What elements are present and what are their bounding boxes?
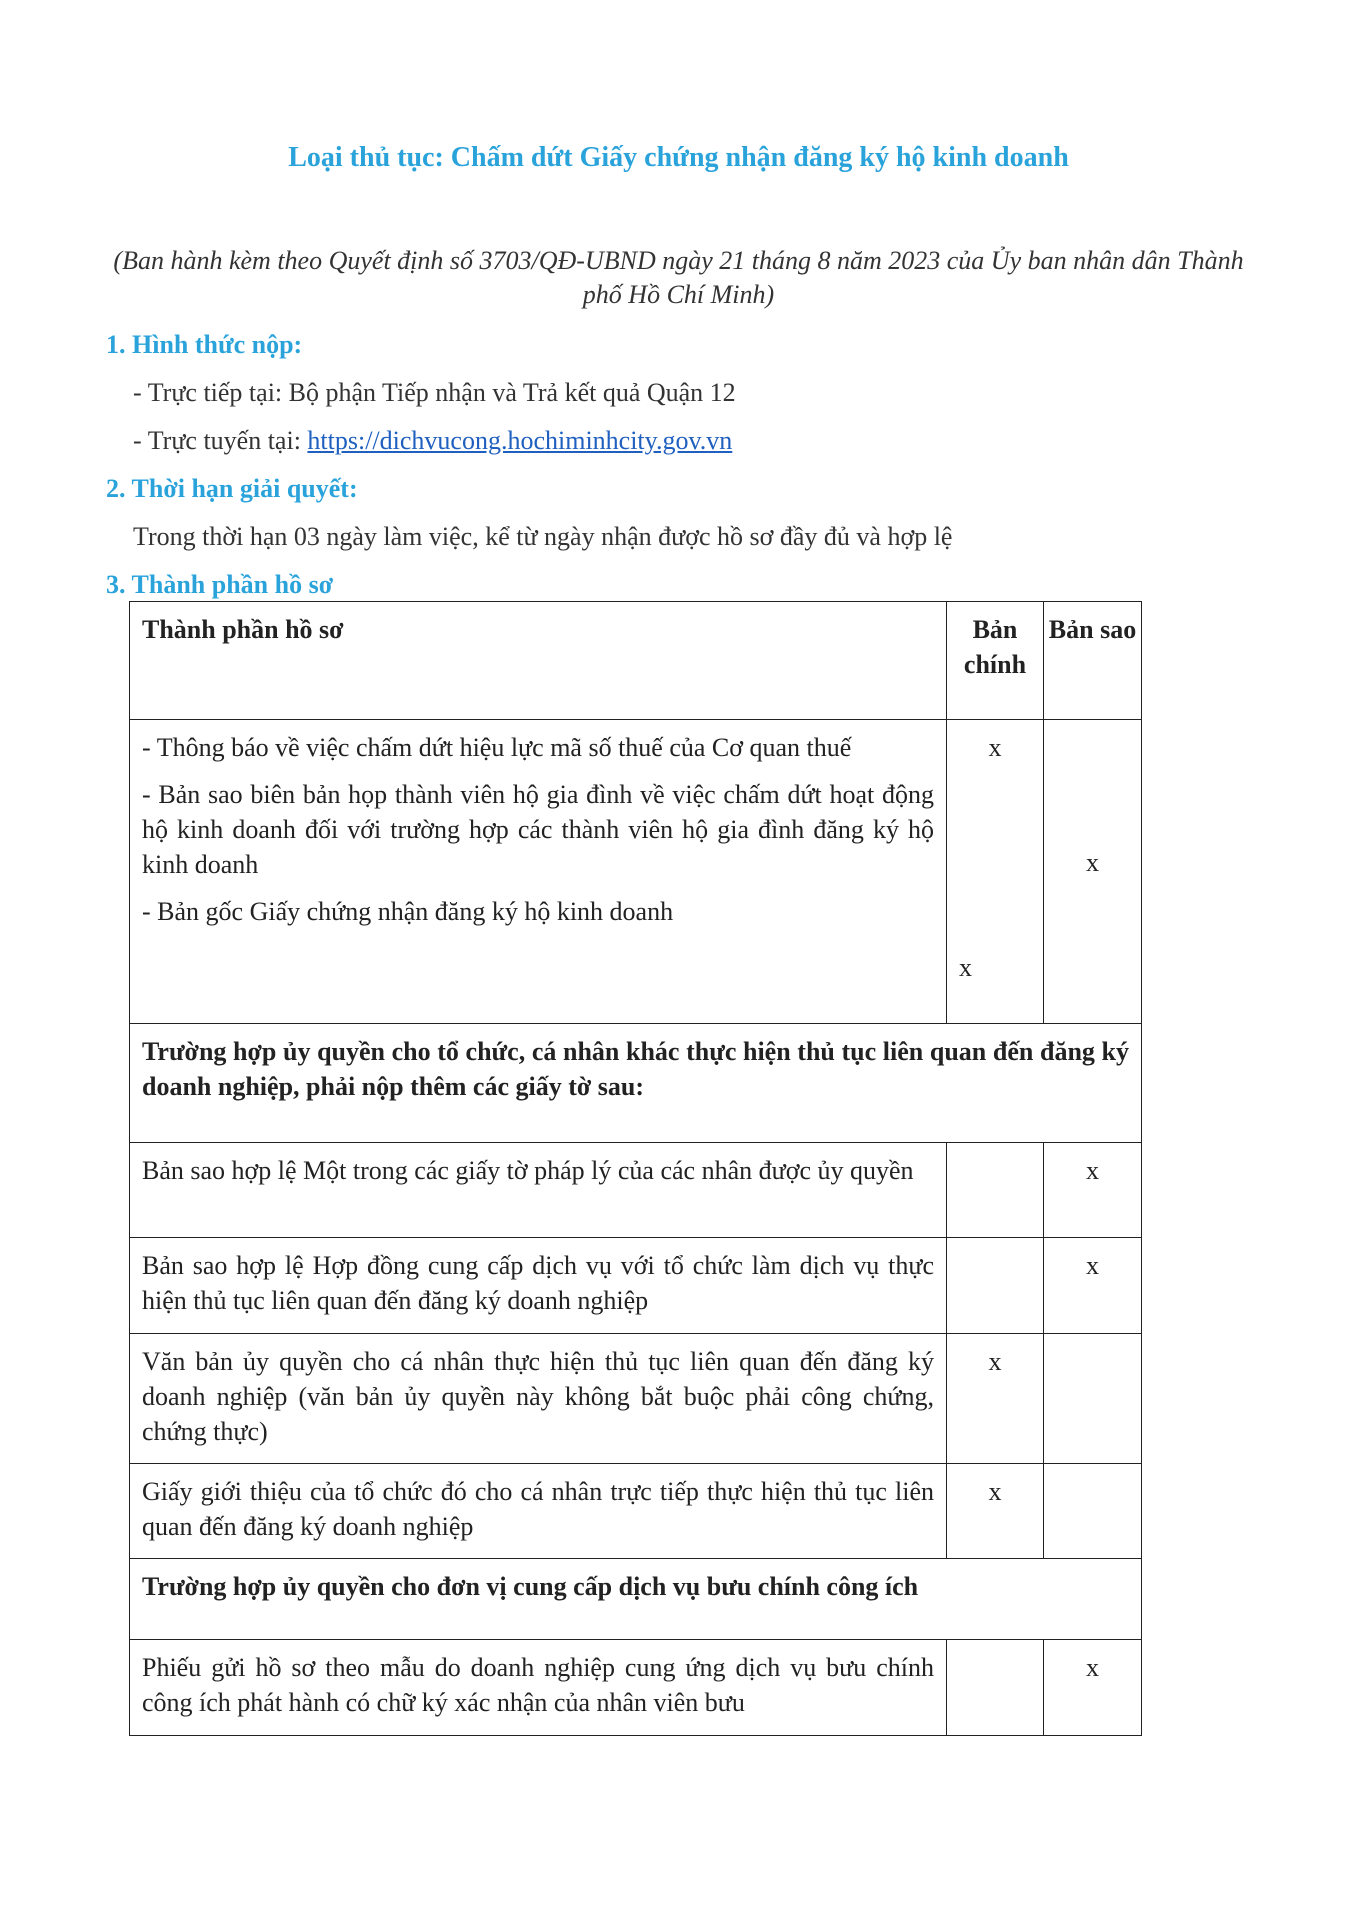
mark-family-minutes-copy: x [1086, 848, 1099, 877]
document-subtitle: (Ban hành kèm theo Quyết định số 3703/QĐ-UBND ngày 21 tháng 8 năm 2023 của Ủy ban nhân dân Thành phố Hồ Chí Minh) [113, 246, 1244, 309]
original-mark [947, 1640, 1044, 1736]
copy-mark: x [1044, 1238, 1142, 1334]
table-row [130, 1334, 1142, 1464]
section-authorized-organization: Trường hợp ủy quyền cho tổ chức, cá nhân khác thực hiện thủ tục liên quan đến đăng ký doanh nghiệp, phải nộp thêm các giấy tờ sau: [130, 1024, 1142, 1143]
basic-documents-cell [130, 720, 947, 1024]
copy-marks-cell [1044, 720, 1142, 1024]
doc-original-certificate: - Bản gốc Giấy chứng nhận đăng ký hộ kinh doanh [142, 897, 674, 926]
doc-family-minutes: - Bản sao biên bản họp thành viên hộ gia đình về việc chấm dứt hoạt động hộ kinh doanh đối với trường hợp các thành viên hộ gia đình đăng ký hộ kinh doanh [142, 780, 934, 879]
public-service-link[interactable]: https://dichvucong.hochiminhcity.gov.vn [307, 426, 733, 455]
document-title: Loại thủ tục: Chấm dứt Giấy chứng nhận đăng ký hộ kinh doanh [288, 142, 1069, 173]
original-marks-cell [947, 720, 1044, 1024]
table-row [130, 1143, 1142, 1238]
table-row [130, 1640, 1142, 1736]
copy-mark [1044, 1334, 1142, 1464]
doc-cell: Văn bản ủy quyền cho cá nhân thực hiện thủ tục liên quan đến đăng ký doanh nghiệp (văn bản ủy quyền này không bắt buộc phải công chứng, chứng thực) [130, 1334, 947, 1464]
section-postal-service: Trường hợp ủy quyền cho đơn vị cung cấp dịch vụ bưu chính công ích [130, 1559, 1142, 1640]
doc-tax-notice: - Thông báo về việc chấm dứt hiệu lực mã số thuế của Cơ quan thuế [142, 733, 852, 762]
doc-cell: Phiếu gửi hồ sơ theo mẫu do doanh nghiệp cung ứng dịch vụ bưu chính công ích phát hành có chữ ký xác nhận của nhân viên bưu [130, 1640, 947, 1736]
original-mark [947, 1238, 1044, 1334]
header-components: Thành phần hồ sơ [130, 602, 947, 720]
original-mark [947, 1143, 1044, 1238]
documents-table [129, 601, 1142, 1736]
header-original: Bản chính [947, 602, 1044, 720]
table-section-row [130, 1559, 1142, 1640]
mark-tax-notice-original: x [988, 733, 1002, 762]
doc-cell: Bản sao hợp lệ Một trong các giấy tờ pháp lý của các nhân được ủy quyền [130, 1143, 947, 1238]
header-copy: Bản sao [1044, 602, 1142, 720]
table-row [130, 1238, 1142, 1334]
table-row [130, 1464, 1142, 1559]
submission-online [133, 426, 732, 456]
original-mark: x [947, 1464, 1044, 1559]
doc-cell: Bản sao hợp lệ Hợp đồng cung cấp dịch vụ với tổ chức làm dịch vụ thực hiện thủ tục liên quan đến đăng ký doanh nghiệp [130, 1238, 947, 1334]
doc-cell: Giấy giới thiệu của tổ chức đó cho cá nhân trực tiếp thực hiện thủ tục liên quan đến đăng ký doanh nghiệp [130, 1464, 947, 1559]
original-mark: x [947, 1334, 1044, 1464]
table-row-basic-documents [130, 720, 1142, 1024]
section-3-heading: 3. Thành phần hồ sơ [106, 570, 334, 599]
copy-mark: x [1044, 1143, 1142, 1238]
table-section-row [130, 1024, 1142, 1143]
copy-mark [1044, 1464, 1142, 1559]
section-1-heading: 1. Hình thức nộp: [106, 330, 303, 359]
section-2-heading: 2. Thời hạn giải quyết: [106, 474, 358, 503]
submission-online-label: - Trực tuyến tại: [133, 426, 308, 455]
copy-mark: x [1044, 1640, 1142, 1736]
submission-direct: - Trực tiếp tại: Bộ phận Tiếp nhận và Trả kết quả Quận 12 [133, 378, 736, 407]
table-header-row [130, 602, 1142, 720]
processing-time: Trong thời hạn 03 ngày làm việc, kể từ ngày nhận được hồ sơ đầy đủ và hợp lệ [133, 522, 953, 551]
mark-original-certificate-original: x [959, 953, 972, 982]
